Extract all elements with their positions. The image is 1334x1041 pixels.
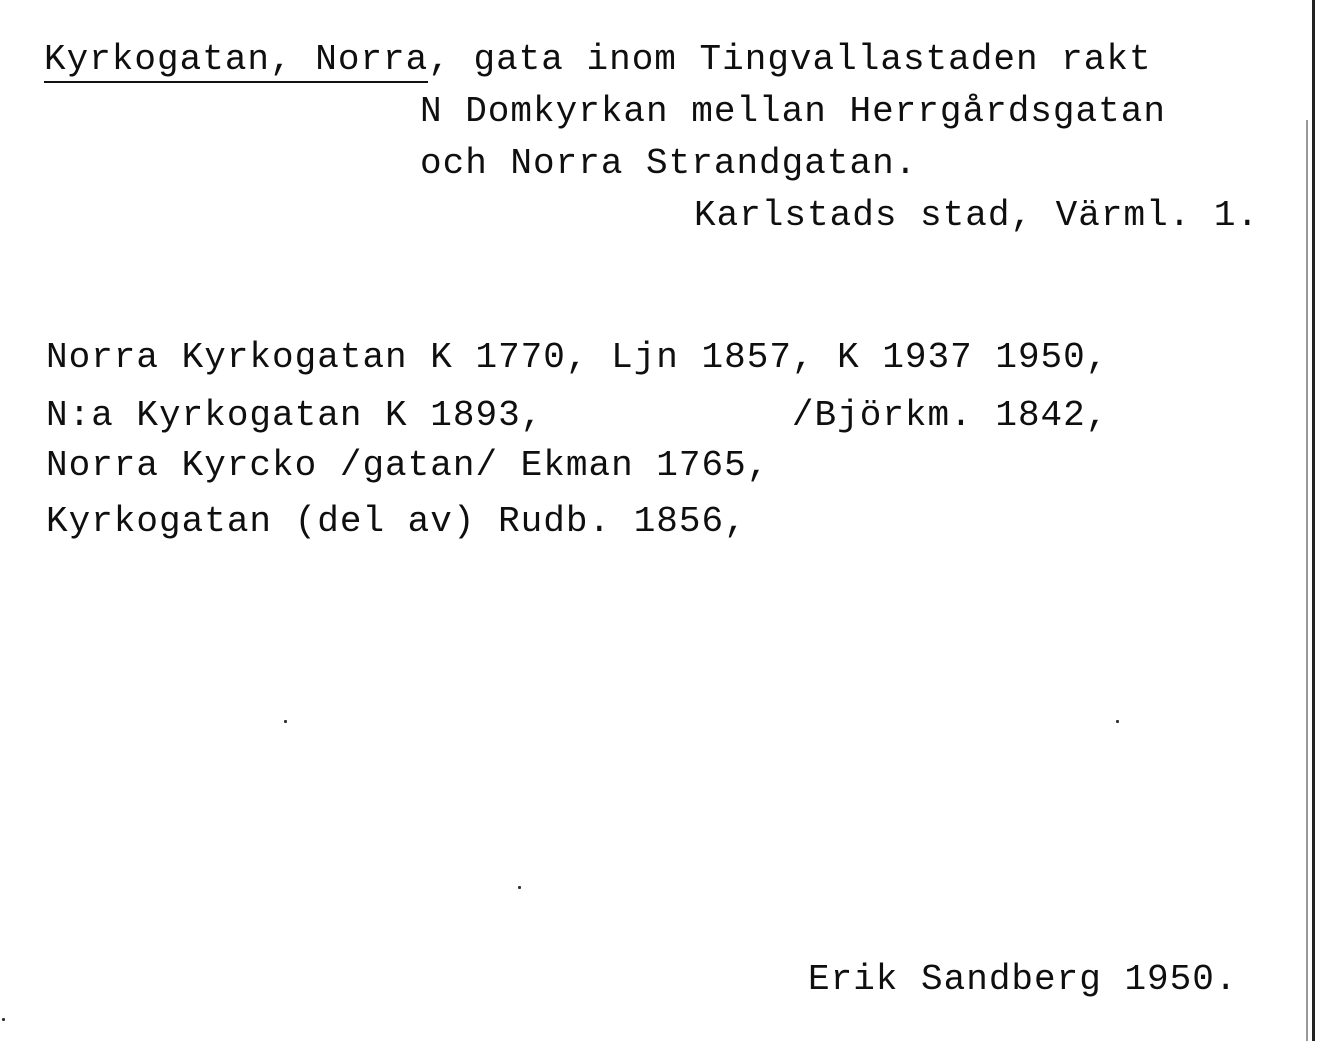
heading-rest: , gata inom Tingvallastaden rakt bbox=[428, 39, 1152, 80]
paper-speck bbox=[2, 1018, 5, 1021]
source-line-2: N:a Kyrkogatan K 1893, /Björkm. 1842, bbox=[46, 395, 1109, 436]
card-right-edge-shadow bbox=[1306, 120, 1308, 1041]
paper-speck bbox=[1116, 720, 1119, 723]
description-line-1: N Domkyrkan mellan Herrgårdsgatan bbox=[420, 91, 1166, 132]
description-line-2: och Norra Strandgatan. bbox=[420, 143, 918, 184]
source-line-1: Norra Kyrkogatan K 1770, Ljn 1857, K 1937 1950, bbox=[46, 337, 1109, 378]
location-line: Karlstads stad, Värml. 1. bbox=[694, 195, 1260, 236]
signature: Erik Sandberg 1950. bbox=[808, 959, 1238, 1000]
card-right-edge bbox=[1312, 0, 1315, 1041]
paper-speck bbox=[284, 720, 287, 723]
heading-line bbox=[44, 40, 1152, 80]
source-line-4: Kyrkogatan (del av) Rudb. 1856, bbox=[46, 501, 747, 542]
paper-speck bbox=[518, 886, 521, 889]
source-line-3: Norra Kyrcko /gatan/ Ekman 1765, bbox=[46, 445, 770, 486]
headword: Kyrkogatan, Norra bbox=[44, 39, 428, 83]
